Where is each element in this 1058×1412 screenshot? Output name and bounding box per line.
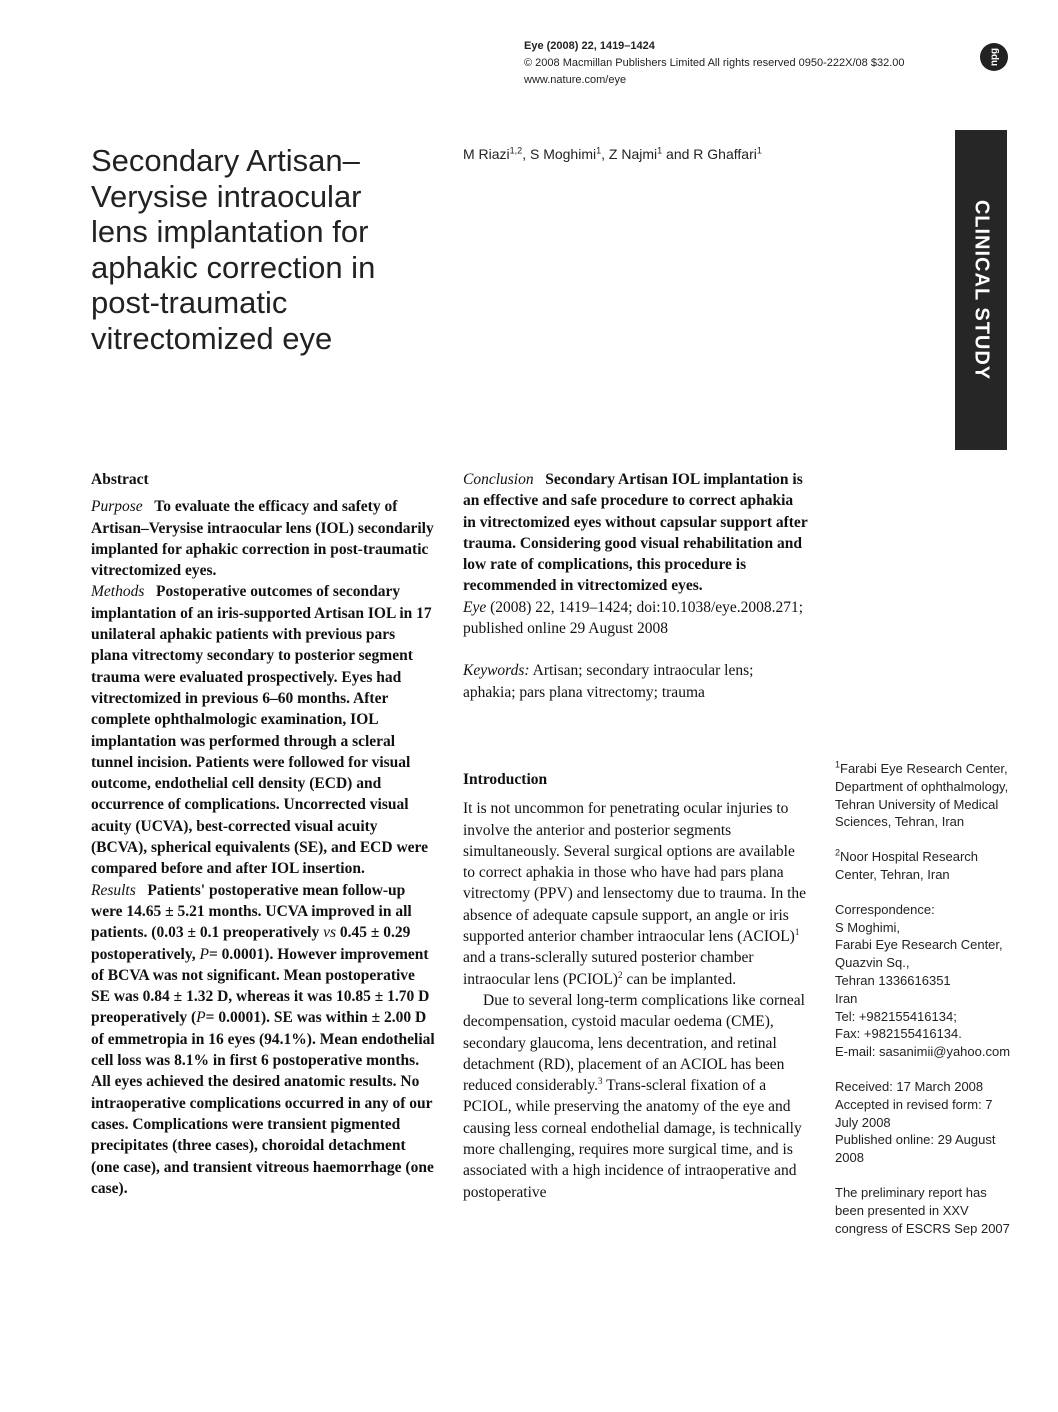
introduction-paragraph-1: It is not uncommon for penetrating ocular injuries to involve the anterior and posterior segments simultaneously. Several surgical options are available to correct aphakia in those who have had pars plana vitrectomy (PPV) and lensectomy due to trauma. In the absence of adequate capsule support, an angle or iris supported anterior chamber intraocular lens (ACIOL)$^1$ and a trans-sclerally sutured posterior chamber intraocular lens (PCIOL)$^2$ can be implanted. <box>463 800 807 988</box>
telephone: Tel: +982155416134; <box>835 1008 957 1024</box>
author-affiliation: 1 <box>657 145 663 156</box>
correspondence: Correspondence: S Moghimi, Farabi Eye Research Center, Quazvin Sq., Tehran 1336616351 Iran Tel: +982155416134; Fax: +982155416134. E-mail: sasanimii@yahoo.com <box>835 901 1011 1060</box>
fax: Fax: +982155416134. <box>835 1026 962 1042</box>
reference-link[interactable]: 3 <box>598 1075 603 1086</box>
author-name: M Riazi <box>463 146 510 162</box>
abstract-conclusion: Conclusion Secondary Artisan IOL implantation is an effective and safe procedure to correct aphakia in vitrectomized eyes without capsular support after trauma. Considering good visual rehabilitation and low rate of complications, this procedure is recommended in vitrectomized eyes. <box>463 471 808 595</box>
journal-header <box>524 38 944 89</box>
main-column <box>463 469 808 1203</box>
article-title: Secondary Artisan–Verysise intraocular lens implantation for aphakic correction in post-traumatic vitrectomized eye <box>91 143 376 356</box>
author-name: S Moghimi <box>529 146 597 162</box>
author-affiliation: 1 <box>756 145 762 156</box>
published-date: Published online: 29 August 2008 <box>835 1132 996 1166</box>
journal-url[interactable]: www.nature.com/eye <box>524 74 627 86</box>
received-date: Received: 17 March 2008 <box>835 1078 984 1094</box>
author-list: M Riazi$^{1,2}$, S Moghimi$^1$, Z Najmi$^1$ and R Ghaffari$^1$ <box>463 145 762 162</box>
purpose-label: Purpose <box>91 498 143 516</box>
methods-label: Methods <box>91 583 145 601</box>
results-label: Results <box>91 881 136 899</box>
abstract-conclusion-block <box>463 469 808 597</box>
section-tab-label: CLINICAL STUDY <box>970 199 993 381</box>
section-tab <box>955 130 1007 450</box>
keywords-label: Keywords: <box>463 662 530 680</box>
npg-logo: npg <box>980 43 1008 71</box>
copyright-line: © 2008 Macmillan Publishers Limited All rights reserved 0950-222X/08 $32.00 <box>524 57 905 69</box>
abstract-body <box>91 496 436 1199</box>
reference-link[interactable]: 2 <box>617 969 623 980</box>
accepted-date: Accepted in revised form: 7 July 2008 <box>835 1096 993 1130</box>
affiliation-1: $^1$Farabi Eye Research Center, Department of ophthalmology, Tehran University of Medical Sciences, Tehran, Iran <box>835 759 1009 830</box>
abstract-purpose: Purpose To evaluate the efficacy and safety of Artisan–Verysise intraocular lens (IOL) secondarily implanted for aphakic correction in post-traumatic vitrectomized eyes. <box>91 498 434 580</box>
email-link[interactable]: E-mail: sasanimii@yahoo.com <box>835 1044 1011 1060</box>
introduction-paragraph-2: Due to several long-term complications like corneal decompensation, cystoid macular oedema (CME), secondary glaucoma, lens decentration, and retinal detachment (RD), placement of an ACIOL has been reduced considerably.$^3$ Trans-scleral fixation of a PCIOL, while preserving the anatomy of the eye and causing less corneal endothelial damage, is technically more challenging, requires more surgical time, and is associated with a high incidence of intraoperative and postoperative <box>463 991 805 1201</box>
preliminary-report-note: The preliminary report has been presented in XXV congress of ESCRS Sep 2007 <box>835 1184 1010 1236</box>
abstract-methods: Methods Postoperative outcomes of secondary implantation of an iris-supported Artisan IOL in 17 unilateral aphakic patients with previous pars plana vitrectomy secondary to posterior segment trauma were evaluated prospectively. Eyes had vitrectomized in previous 6–60 months. After complete ophthalmologic examination, IOL implantation was performed through a scleral tunnel incision. Patients were followed for visual outcome, endothelial cell density (ECD) and occurrence of complications. Uncorrected visual acuity (UCVA), best-corrected visual acuity (BCVA), spherical equivalents (SE), and ECD were compared before and after IOL insertion. <box>91 583 432 878</box>
conclusion-label: Conclusion <box>463 471 534 488</box>
introduction-heading: Introduction <box>463 770 548 788</box>
author-affiliation: 1,2 <box>509 145 523 156</box>
author-affiliation: 1 <box>596 145 602 156</box>
author-name: Z Najmi <box>608 146 658 162</box>
abstract-column <box>91 469 436 1199</box>
abstract-heading: Abstract <box>91 471 149 488</box>
article-dates <box>835 1078 1013 1167</box>
abstract-results-continued: All eyes achieved the desired anatomic results. No intraoperative complications occurred in any of our cases. Complications were transient pigmented precipitates (three cases), choroidal detachment (one case), and transient vitreous haemorrhage (one case). <box>91 1073 434 1197</box>
affiliation-2: $^2$Noor Hospital Research Center, Tehran, Iran <box>835 847 979 882</box>
abstract-results: Results Patients' postoperative mean follow-up were 14.65 ± 5.21 months. UCVA improved in all patients. (0.03 ± 0.1 preoperatively vs 0.45 ± 0.29 postoperatively, P= 0.0001). However improvement of BCVA was not significant. Mean postoperative SE was 0.84 ± 1.32 D, whereas it was 10.85 ± 1.70 D preoperatively (P= 0.0001). SE was within ± 2.00 D of emmetropia in 16 eyes (94.1%). Mean endothelial cell loss was 8.1% in first 6 postoperative months. <box>91 881 435 1070</box>
article-citation: Eye (2008) 22, 1419–1424; doi:10.1038/eye.2008.271; published online 29 August 2008 <box>463 598 804 638</box>
author-name: R Ghaffari <box>693 146 757 162</box>
keywords: Keywords: Artisan; secondary intraocular lens; aphakia; pars plana vitrectomy; trauma <box>463 662 754 701</box>
sidebar <box>835 760 1013 1254</box>
reference-link[interactable]: 1 <box>794 926 800 937</box>
journal-citation: Eye (2008) 22, 1419–1424 <box>524 40 655 52</box>
